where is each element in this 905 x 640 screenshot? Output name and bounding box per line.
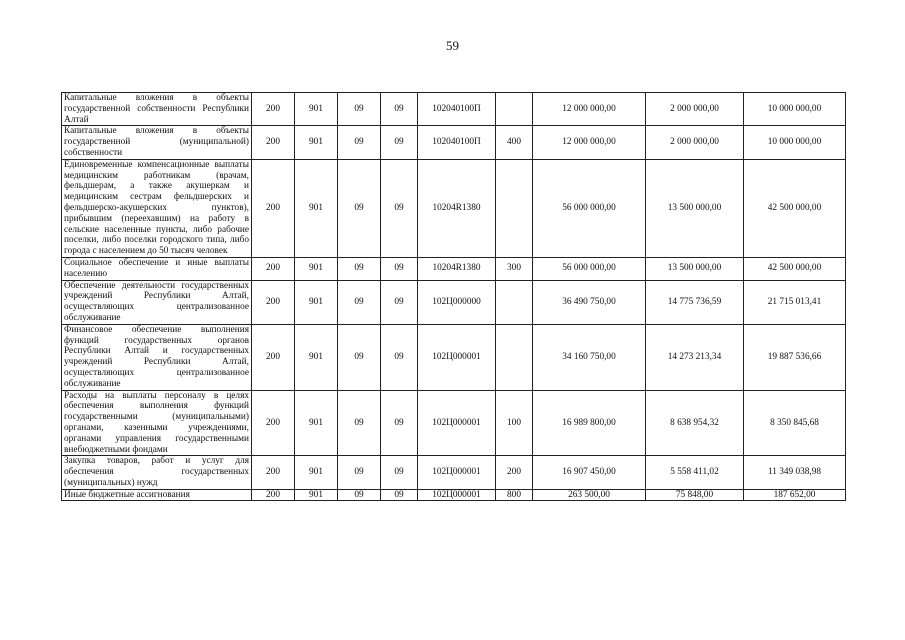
row-amount-1: 16 989 800,00	[533, 390, 646, 456]
row-code-3: 09	[338, 390, 381, 456]
row-code-1: 200	[252, 456, 295, 489]
row-expense-type	[496, 93, 533, 126]
row-target-article: 10204R1380	[418, 159, 496, 257]
row-amount-3: 10 000 000,00	[744, 93, 846, 126]
row-amount-3: 187 652,00	[744, 489, 846, 501]
row-description: Единовременные компенсационные выплаты медицинским работникам (врачам, фельдшерам, а также акушеркам и медицинским сестрам фельдшерских и фельдшерско-акушерских пунктов), прибывшим (переехавшим) на работу в сельские населенные пункты, либо рабочие поселки, либо поселки городского типа, либо города с населением до 50 тысяч человек	[62, 159, 252, 257]
row-code-4: 09	[381, 93, 418, 126]
row-amount-2: 14 273 213,34	[646, 324, 744, 390]
row-code-1: 200	[252, 489, 295, 501]
row-code-3: 09	[338, 126, 381, 159]
row-code-3: 09	[338, 257, 381, 280]
row-code-1: 200	[252, 126, 295, 159]
row-expense-type: 200	[496, 456, 533, 489]
row-amount-3: 42 500 000,00	[744, 159, 846, 257]
row-description: Обеспечение деятельности государственных учреждений Республики Алтай, осуществляющих централизованное обслуживание	[62, 280, 252, 324]
row-code-3: 09	[338, 93, 381, 126]
row-code-4: 09	[381, 126, 418, 159]
row-code-1: 200	[252, 390, 295, 456]
row-description: Расходы на выплаты персоналу в целях обеспечения выполнения функций государственными (муниципальными) органами, казенными учреждениями, органами управления государственными внебюджетными фондами	[62, 390, 252, 456]
row-code-1: 200	[252, 257, 295, 280]
row-expense-type: 800	[496, 489, 533, 501]
row-code-4: 09	[381, 280, 418, 324]
table-row	[62, 456, 846, 489]
row-amount-1: 34 160 750,00	[533, 324, 646, 390]
row-code-3: 09	[338, 280, 381, 324]
budget-table	[61, 92, 846, 501]
row-description: Капитальные вложения в объекты государственной собственности Республики Алтай	[62, 93, 252, 126]
row-amount-1: 263 500,00	[533, 489, 646, 501]
row-amount-3: 11 349 038,98	[744, 456, 846, 489]
row-code-4: 09	[381, 456, 418, 489]
row-target-article: 102Ц000001	[418, 390, 496, 456]
row-code-4: 09	[381, 257, 418, 280]
row-amount-1: 56 000 000,00	[533, 257, 646, 280]
row-target-article: 102Ц000000	[418, 280, 496, 324]
row-code-1: 200	[252, 93, 295, 126]
row-amount-3: 10 000 000,00	[744, 126, 846, 159]
row-description: Капитальные вложения в объекты государственной (муниципальной) собственности	[62, 126, 252, 159]
table-row	[62, 93, 846, 126]
row-code-2: 901	[295, 126, 338, 159]
row-amount-2: 13 500 000,00	[646, 159, 744, 257]
table-row	[62, 126, 846, 159]
table-row	[62, 324, 846, 390]
table-row	[62, 159, 846, 257]
row-target-article: 102Ц000001	[418, 489, 496, 501]
row-amount-1: 56 000 000,00	[533, 159, 646, 257]
page-number: 59	[446, 38, 459, 53]
row-amount-2: 5 558 411,02	[646, 456, 744, 489]
row-code-2: 901	[295, 93, 338, 126]
row-target-article: 102Ц000001	[418, 456, 496, 489]
table-row	[62, 280, 846, 324]
row-code-3: 09	[338, 159, 381, 257]
row-description: Иные бюджетные ассигнования	[62, 489, 252, 501]
row-amount-3: 21 715 013,41	[744, 280, 846, 324]
row-code-4: 09	[381, 324, 418, 390]
row-target-article: 102040100П	[418, 126, 496, 159]
row-code-2: 901	[295, 324, 338, 390]
row-code-1: 200	[252, 159, 295, 257]
row-target-article: 102040100П	[418, 93, 496, 126]
row-amount-3: 8 350 845,68	[744, 390, 846, 456]
row-description: Финансовое обеспечение выполнения функций государственных органов Республики Алтай и государственных учреждений Республики Алтай, осуществляющих централизованное обслуживание	[62, 324, 252, 390]
row-expense-type: 300	[496, 257, 533, 280]
table-row	[62, 390, 846, 456]
row-target-article: 102Ц000001	[418, 324, 496, 390]
row-code-1: 200	[252, 324, 295, 390]
row-amount-1: 36 490 750,00	[533, 280, 646, 324]
row-code-3: 09	[338, 324, 381, 390]
row-amount-1: 12 000 000,00	[533, 93, 646, 126]
row-code-2: 901	[295, 489, 338, 501]
row-code-2: 901	[295, 257, 338, 280]
row-code-2: 901	[295, 280, 338, 324]
row-amount-2: 14 775 736,59	[646, 280, 744, 324]
row-code-2: 901	[295, 456, 338, 489]
row-description: Закупка товаров, работ и услуг для обеспечения государственных (муниципальных) нужд	[62, 456, 252, 489]
row-expense-type: 400	[496, 126, 533, 159]
row-expense-type	[496, 280, 533, 324]
row-code-3: 09	[338, 456, 381, 489]
row-code-2: 901	[295, 159, 338, 257]
row-amount-1: 12 000 000,00	[533, 126, 646, 159]
row-description: Социальное обеспечение и иные выплаты населению	[62, 257, 252, 280]
row-code-4: 09	[381, 390, 418, 456]
row-amount-2: 75 848,00	[646, 489, 744, 501]
row-code-3: 09	[338, 489, 381, 501]
row-code-4: 09	[381, 489, 418, 501]
row-amount-3: 42 500 000,00	[744, 257, 846, 280]
row-target-article: 10204R1380	[418, 257, 496, 280]
row-expense-type	[496, 324, 533, 390]
row-expense-type	[496, 159, 533, 257]
row-amount-1: 16 907 450,00	[533, 456, 646, 489]
row-code-4: 09	[381, 159, 418, 257]
row-amount-3: 19 887 536,66	[744, 324, 846, 390]
row-amount-2: 2 000 000,00	[646, 126, 744, 159]
table-row	[62, 257, 846, 280]
row-code-2: 901	[295, 390, 338, 456]
row-amount-2: 13 500 000,00	[646, 257, 744, 280]
row-code-1: 200	[252, 280, 295, 324]
row-expense-type: 100	[496, 390, 533, 456]
table-row	[62, 489, 846, 501]
row-amount-2: 8 638 954,32	[646, 390, 744, 456]
row-amount-2: 2 000 000,00	[646, 93, 744, 126]
